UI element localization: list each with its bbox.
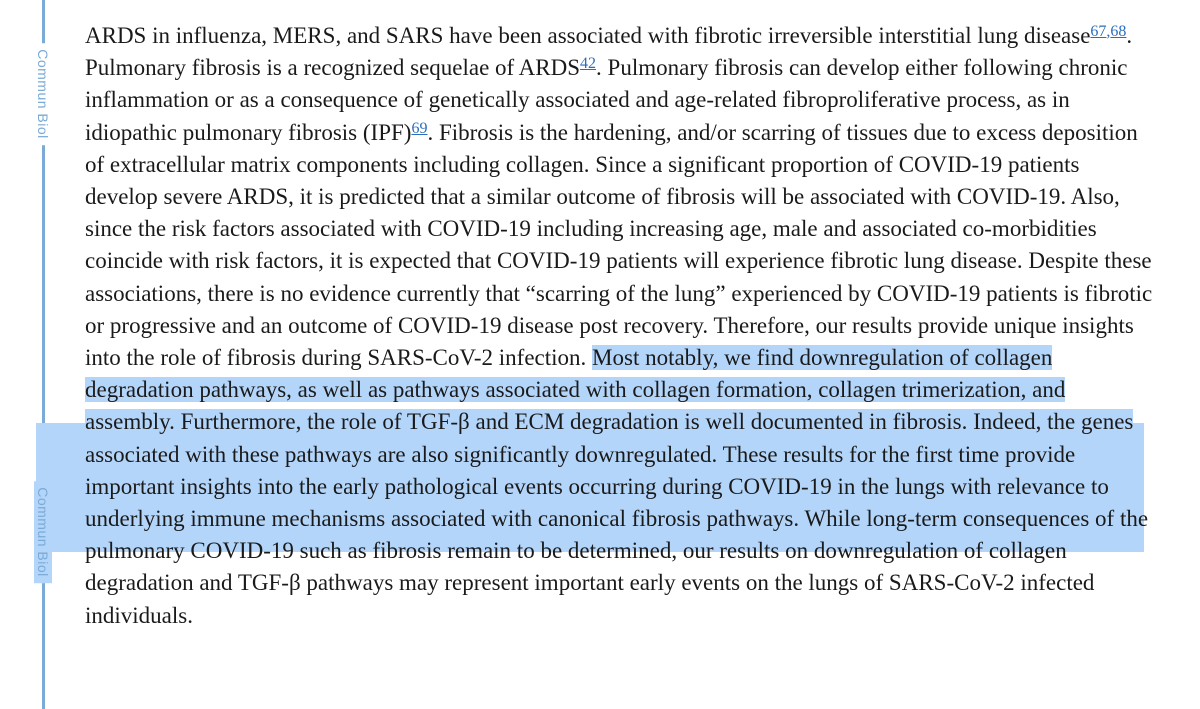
- citation-link-67[interactable]: 67: [1090, 23, 1107, 40]
- selected-text[interactable]: Most notably, we find downregulation of collagen degradation pathways, as well as pathways associated with collagen formation, collagen trimerization, and assembly. Furthermore, the role of TGF-β and ECM degradation is well documented in fibrosis. Indeed, the genes associated with these pathways are also significantly downregulated. These results for the first time provide important insights into the early pathological events occurring during COVID-19: [85, 345, 1134, 499]
- paragraph-text: . Pulmonary fibrosis can develop either following chronic inflammation or as a consequence of genetically associated and age-related fibroproliferative process, as in idiopathic pulmonary fibrosis (IPF): [85, 55, 1128, 145]
- paragraph-text: ARDS in influenza, MERS, and SARS have been associated with fibrotic irreversible interstitial lung disease: [85, 23, 1091, 48]
- paragraph-text: in the lungs with relevance to underlying immune mechanisms associated with canonical fibrosis pathways. While long-term consequences of the pulmonary COVID-19 such as fibrosis remain to be determined, our results on downregulation of collagen degradation and TGF-β pathways may represent important early events on the lungs of SARS-CoV-2 infected individuals.: [85, 473, 1149, 628]
- citation-link-68[interactable]: 68: [1110, 23, 1127, 40]
- paragraph-text: . Pulmonary fibrosis is a recognized sequelae of ARDS: [85, 23, 1133, 81]
- journal-margin-label: Commun Biol: [34, 43, 52, 145]
- citation-link-69[interactable]: 69: [411, 119, 428, 137]
- citation-separator: ,: [1106, 23, 1111, 40]
- citation-link-42[interactable]: 42: [580, 55, 597, 73]
- article-paragraph: [85, 20, 1155, 632]
- journal-margin-label-selected: Commun Biol: [34, 481, 52, 583]
- paragraph-text: . Fibrosis is the hardening, and/or scarring of tissues due to excess deposition of extracellular matrix components including collagen. Since a significant proportion of COVID-19 patients develop severe ARDS, it is predicted that a similar outcome of fibrosis will be associated with COVID-19. Also, since the risk factors associated with COVID-19 including increasing age, male and associated co-morbidities coincide with risk factors, it is expected that COVID-19 patients will experience fibrotic lung disease. Despite these associations, there is no evidence currently that “scarring of the lung” experienced by COVID-19 patients is fibrotic or progressive and an outcome of COVID-19 disease post recovery. Therefore, our results provide unique insights into the role of fibrosis during SARS-CoV-2 infection.: [85, 119, 1153, 371]
